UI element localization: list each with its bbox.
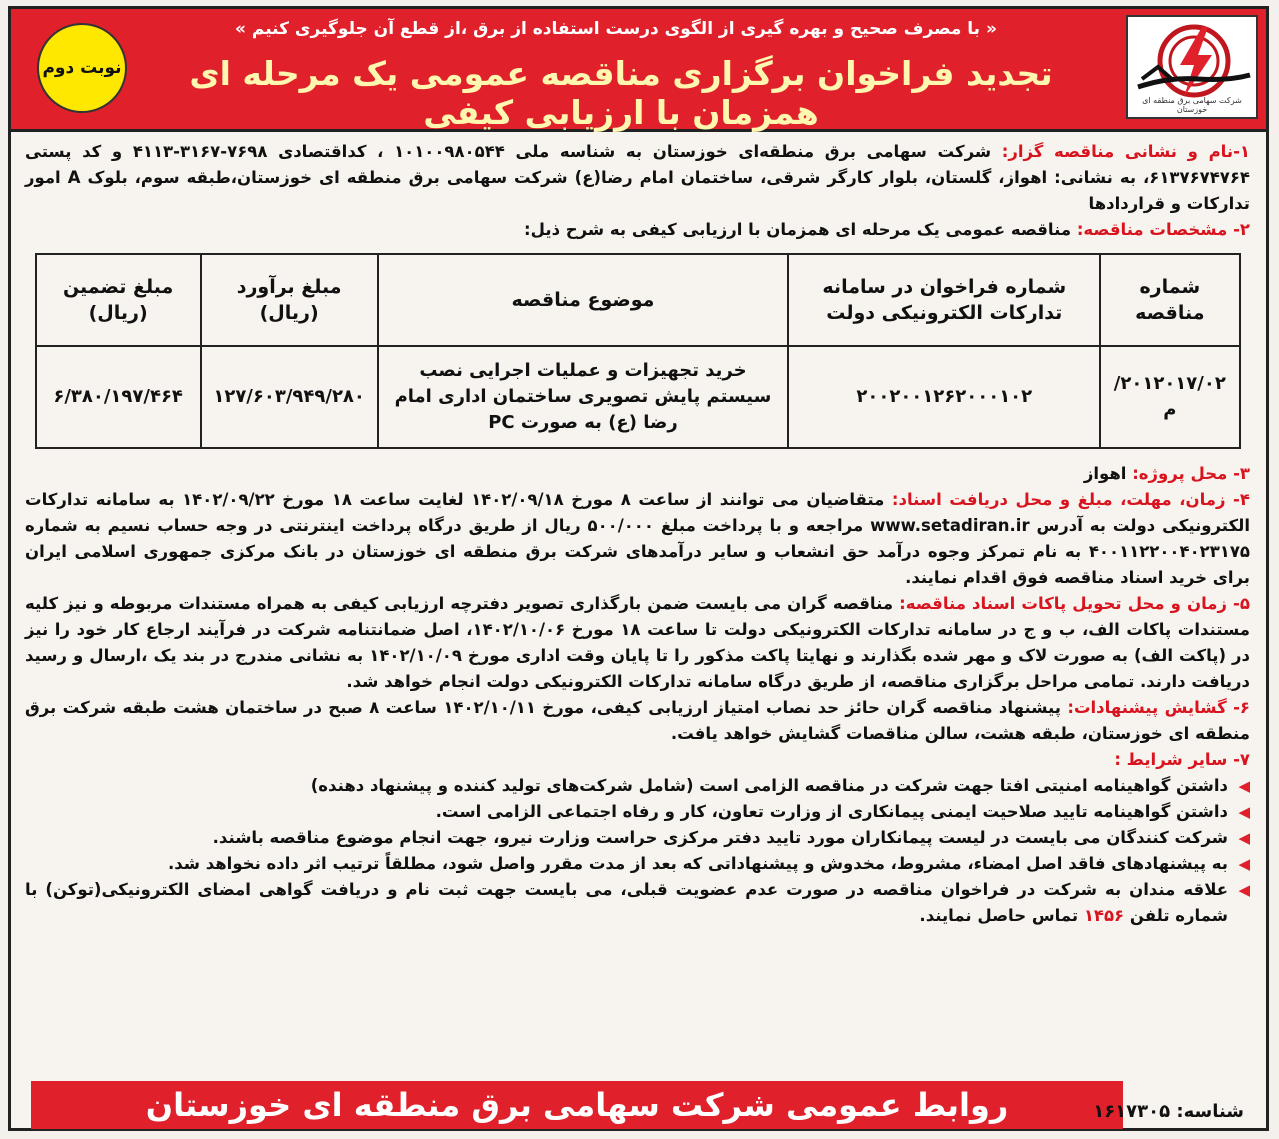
section-2-text: مناقصه عمومی یک مرحله ای همزمان با ارزیابی کیفی به شرح ذیل: [524,220,1077,239]
section-2 [25,217,1250,243]
condition-text-before: علاقه مندان به شرکت در فراخوان مناقصه در صورت عدم عضویت قبلی، می بایست جهت ثبت نام و دریافت گواهی امضای الکترونیکی(توکن) با شماره تلفن [25,880,1228,925]
serial-number: شناسه: ۱۶۱۷۳۰۵ [1093,1101,1244,1122]
page-title: تجدید فراخوان برگزاری مناقصه عمومی یک مرحله ای همزمان با ارزیابی کیفی [189,54,1053,132]
footer-org-bar: روابط عمومی شرکت سهامی برق منطقه ای خوزستان [31,1081,1123,1129]
condition-text-after: تماس حاصل نمایند. [919,906,1084,925]
section-3-text: اهواز [1083,464,1133,483]
section-1 [25,139,1250,217]
section-5-label: ۵- زمان و محل تحویل پاکات اسناد مناقصه: [899,594,1250,613]
conditions-list [25,773,1250,929]
section-1-label: ۱-نام و نشانی مناقصه گزار: [1001,142,1250,161]
condition-text: داشتن گواهینامه امنیتی افتا جهت شرکت در مناقصه الزامی است (شامل شرکت‌های تولید کننده و پیشنهاد دهنده) [310,776,1228,795]
cell-tender-number: ۲۰۱۲۰۱۷/۰۲/م [1100,346,1239,448]
section-1-text: شرکت سهامی برق منطقه‌ای خوزستان به شناسه ملی ۱۰۱۰۰۹۸۰۵۴۴ ، کداقتصادی ۷۶۹۸-۳۱۶۷-۴۱۱۳ و کد پستی ۶۱۳۷۶۷۴۷۶۴، به نشانی: اهواز، گلستان، بلوار کارگر شرقی، ساختمان امام رضا(ع) شرکت سهامی برق منطقه ای خوزستان،طبقه سوم، بلوک A امور تدارکات و قراردادها [25,142,1250,213]
section-3-label: ۳- محل پروژه: [1132,464,1250,483]
cell-call-number: ۲۰۰۲۰۰۱۲۶۲۰۰۰۱۰۲ [788,346,1100,448]
company-logo [1126,15,1258,119]
round-badge: نوبت دوم [37,23,127,113]
section-3 [25,461,1250,487]
list-item [25,773,1250,799]
col-subject: موضوع مناقصه [378,254,789,346]
section-7 [25,747,1250,773]
section-4 [25,487,1250,591]
section-4-label: ۴- زمان، مهلت، مبلغ و محل دریافت اسناد: [891,490,1250,509]
logo-caption: شرکت سهامی برق منطقه ای خوزستان [1142,96,1242,114]
cell-subject: خرید تجهیزات و عملیات اجرایی نصب سیستم پایش تصویری ساختمان اداری امام رضا (ع) به صورت PC [378,346,789,448]
section-7-label: ۷- سایر شرایط : [1114,750,1250,769]
condition-text: شرکت کنندگان می بایست در لیست پیمانکاران مورد تایید دفتر مرکزی حراست وزارت نیرو، جهت انجام موضوع مناقصه باشند. [212,828,1228,847]
arrow-icon: ◀ [1238,829,1250,847]
section-2-label: ۲- مشخصات مناقصه: [1076,220,1250,239]
header-banner [11,9,1266,132]
col-guarantee: مبلغ تضمین (ریال) [36,254,201,346]
table-row [36,346,1240,448]
section-5-text: مناقصه گران می بایست ضمن بارگذاری تصویر دفترچه ارزیابی کیفی به همراه مستندات مربوطه و نیز کلیه مستندات پاکات الف، ب و ج در سامانه تدارکات الکترونیکی دولت تا ساعت ۱۸ مورخ ۱۴۰۲/۱۰/۰۶، اصل ضمانتنامه شرکت در فرآیند ارجاع کار خود را نیز در (پاکت الف) به صورت لاک و مهر شده بگذارند و نهایتا پاکت مذکور را تا پایان وقت اداری مورخ ۱۴۰۲/۱۰/۰۹ به نشانی مندرج در بند یک ،ارسال و رسید دریافت دارند. تمامی مراحل برگزاری مناقصه، از طریق درگاه سامانه تدارکات الکترونیکی دولت انجام خواهد شد. [25,594,1250,691]
tender-table [35,253,1241,449]
section-4-text: متقاضیان می توانند از ساعت ۸ مورخ ۱۴۰۲/۰۹/۱۸ لغایت ساعت ۱۸ مورخ ۱۴۰۲/۰۹/۲۲ به سامانه تدارکات الکترونیکی دولت به آدرس www.setadiran.ir مراجعه و با پرداخت مبلغ ۵۰۰/۰۰۰ ریال از طریق درگاه پرداخت اینترنتی در وجه حساب نسیم به شماره ۴۰۰۱۱۲۲۰۰۴۰۲۳۱۷۵ به نام تمرکز وجوه درآمد حق انشعاب و سایر درآمدهای شرکت برق منطقه ای خوزستان در بانک مرکزی جمهوری اسلامی ایران برای خرید اسناد مناقصه فوق اقدام نمایند. [25,490,1250,587]
cell-estimate: ۱۲۷/۶۰۳/۹۴۹/۲۸۰ [201,346,378,448]
slogan: « با مصرف صحیح و بهره گیری از الگوی درست استفاده از برق ،از قطع آن جلوگیری کنیم » [235,19,997,39]
section-6 [25,695,1250,747]
section-6-label: ۶- گشایش پیشنهادات: [1067,698,1250,717]
arrow-icon: ◀ [1238,803,1250,821]
list-item [25,877,1250,929]
section-5 [25,591,1250,695]
section-6-text: پیشنهاد مناقصه گران حائز حد نصاب امتیاز ارزیابی کیفی، مورخ ۱۴۰۲/۱۰/۱۱ ساعت ۸ صبح در ساختمان هشت طبقه شرکت برق منطقه ای خوزستان، طبقه هشت، سالن مناقصات گشایش خواهد یافت. [25,698,1250,743]
list-item [25,825,1250,851]
condition-text: به پیشنهادهای فاقد اصل امضاء، مشروط، مخدوش و پیشنهاداتی که بعد از مدت مقرر واصل شود، مطلقاً ترتیب اثر داده نخواهد شد. [167,854,1228,873]
arrow-icon: ◀ [1238,881,1250,899]
col-estimate: مبلغ برآورد (ریال) [201,254,378,346]
announcement-frame [8,6,1269,1131]
list-item [25,799,1250,825]
announcement-body [25,139,1250,929]
col-tender-number: شماره مناقصه [1100,254,1239,346]
arrow-icon: ◀ [1238,777,1250,795]
arrow-icon: ◀ [1238,855,1250,873]
phone-number: ۱۴۵۶ [1083,906,1125,925]
cell-guarantee: ۶/۳۸۰/۱۹۷/۴۶۴ [36,346,201,448]
condition-text: داشتن گواهینامه تایید صلاحیت ایمنی پیمانکاری از وزارت تعاون، کار و رفاه اجتماعی الزامی است. [435,802,1228,821]
list-item [25,851,1250,877]
col-call-number: شماره فراخوان در سامانه تدارکات الکترونیکی دولت [788,254,1100,346]
table-header-row [36,254,1240,346]
